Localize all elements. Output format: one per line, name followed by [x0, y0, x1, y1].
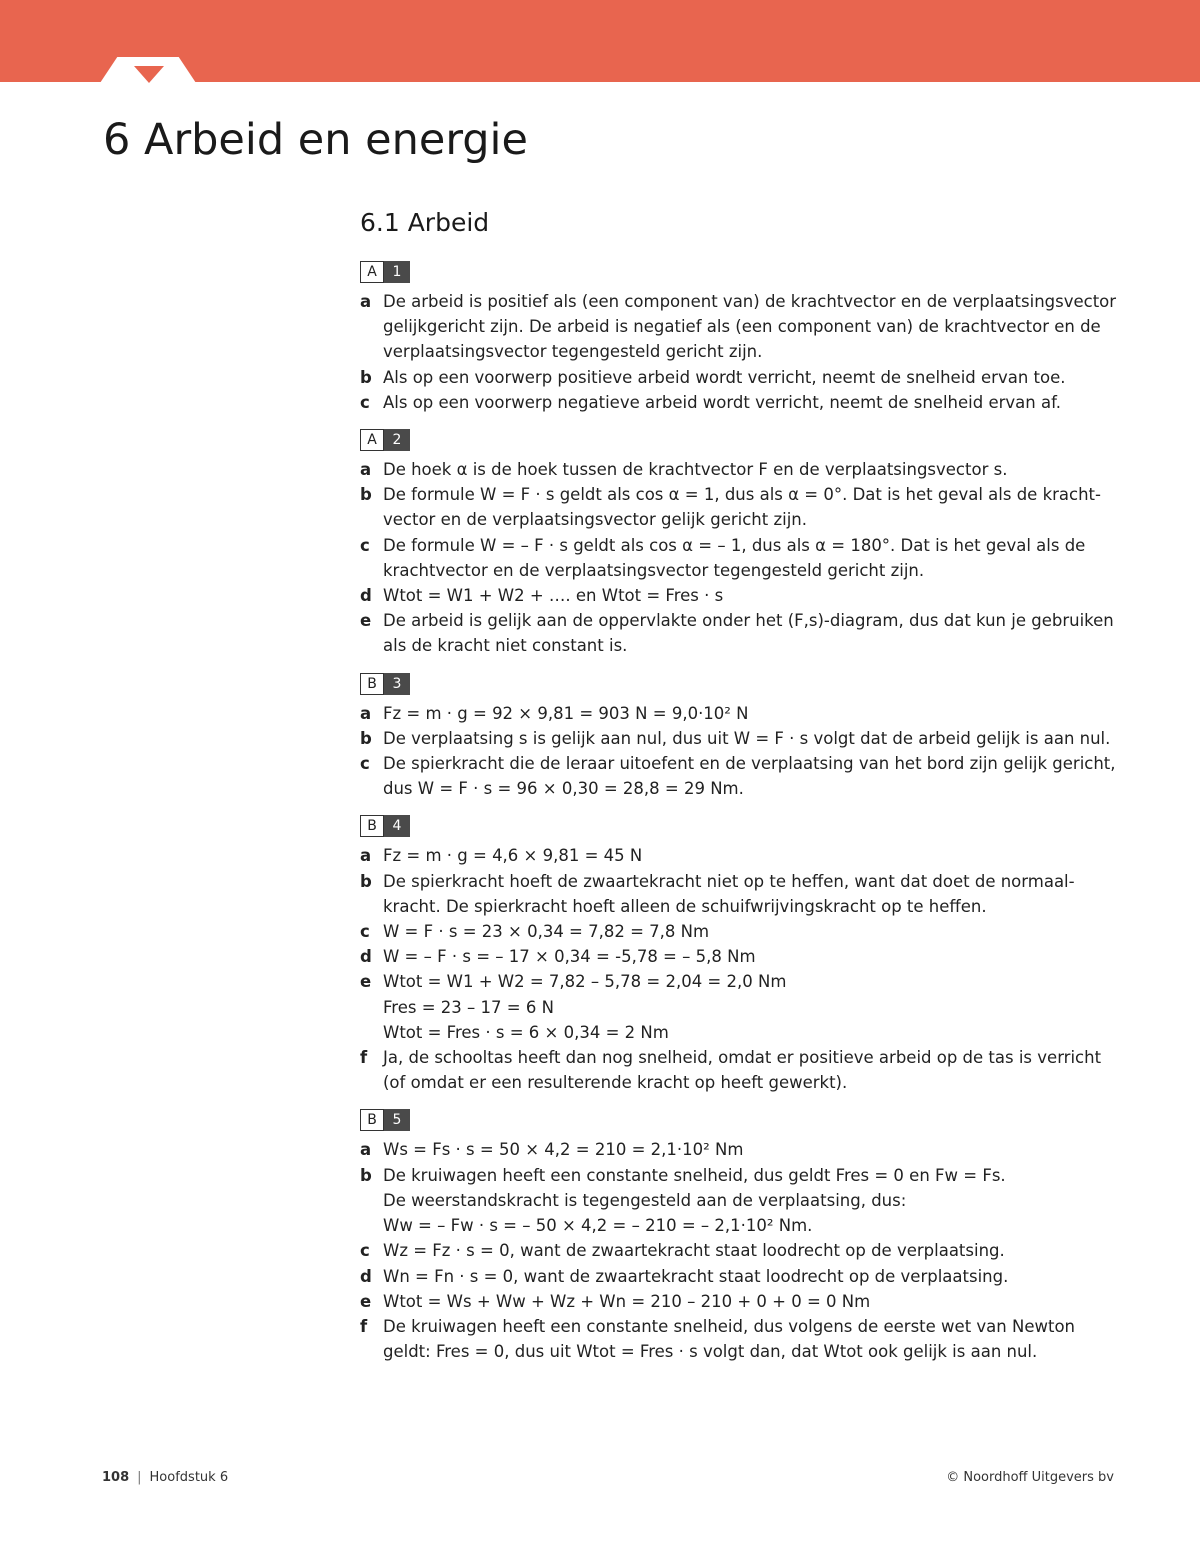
answer-line — [360, 843, 1100, 868]
answer-label: c — [360, 922, 370, 942]
answers-content — [360, 205, 1117, 1364]
answer-line — [360, 995, 1100, 1020]
answer-line — [360, 726, 1111, 751]
answer-line — [360, 1238, 1100, 1263]
answer-label: d — [360, 586, 372, 606]
answer-text: Wtot = Ws + Ww + Wz + Wn = 210 – 210 + 0 + 0 = 0 Nm — [383, 1291, 871, 1311]
answer-line — [360, 944, 1100, 969]
answer-label: b — [360, 728, 372, 748]
exercise-badge — [360, 815, 410, 837]
answer-line — [360, 1339, 1100, 1364]
page-footer-left — [102, 1470, 228, 1485]
answer-line — [360, 1264, 1100, 1289]
answer-text: De spierkracht die de leraar uitoefent en de verplaatsing van het bord zijn gelijk gericht, — [383, 754, 1116, 774]
answer-line — [360, 533, 1100, 558]
answer-text: Wtot = W1 + W2 = 7,82 – 5,78 = 2,04 = 2,0 Nm — [383, 972, 787, 992]
answer-label: d — [360, 947, 372, 967]
answer-label: e — [360, 611, 372, 631]
answer-text: als de kracht niet constant is. — [383, 636, 628, 656]
answer-line — [360, 751, 1116, 776]
answer-label: f — [360, 1048, 368, 1068]
exercise-number: 1 — [384, 261, 410, 283]
chapter-title: 6 Arbeid en energie — [103, 115, 528, 165]
answer-line — [360, 507, 1100, 532]
answer-label: b — [360, 871, 372, 891]
answer-text: De arbeid is gelijk aan de oppervlakte onder het (F,s)-diagram, dus dat kun je gebruiken — [383, 611, 1114, 631]
answer-label: a — [360, 292, 372, 311]
answer-line — [360, 701, 1100, 726]
answer-label: e — [360, 1291, 372, 1311]
answer-line — [360, 894, 1100, 919]
exercise-badge — [360, 673, 410, 695]
answer-text: De formule W = F · s geldt als cos α = 1, dus als α = 0°. Dat is het geval als de kracht- — [383, 485, 1101, 505]
answer-text: Ws = Fs · s = 50 × 4,2 = 210 = 2,1·10² Nm — [383, 1140, 744, 1160]
footer-separator: | — [137, 1470, 142, 1485]
answer-label: b — [360, 1165, 372, 1185]
answer-text: Fz = m · g = 4,6 × 9,81 = 45 N — [383, 846, 643, 866]
answer-line — [360, 1137, 1100, 1162]
exercise-block — [360, 815, 1100, 1095]
answer-text: De kruiwagen heeft een constante snelheid, dus geldt Fres = 0 en Fw = Fs. — [383, 1165, 1006, 1185]
answer-label: a — [360, 460, 372, 480]
answer-text: Wn = Fn · s = 0, want de zwaartekracht staat loodrecht op de verplaatsing. — [383, 1266, 1009, 1286]
exercise-number: 5 — [384, 1109, 410, 1131]
answer-line — [360, 919, 1100, 944]
answer-text: Als op een voorwerp negatieve arbeid wordt verricht, neemt de snelheid ervan af. — [383, 392, 1061, 412]
answer-line — [360, 1213, 1100, 1238]
exercise-block — [360, 429, 1114, 659]
exercise-level: A — [360, 261, 384, 283]
exercise-number: 3 — [384, 673, 410, 695]
answer-line — [360, 482, 1100, 507]
answer-text: Wz = Fz · s = 0, want de zwaartekracht staat loodrecht op de verplaatsing. — [383, 1241, 1005, 1261]
answer-label: d — [360, 1266, 372, 1286]
answer-label: c — [360, 535, 370, 555]
exercise-number: 4 — [384, 815, 410, 837]
section-title: 6.1 Arbeid — [360, 208, 490, 237]
answer-text: krachtvector en de verplaatsingsvector tegengesteld gericht zijn. — [383, 560, 925, 580]
exercise-badge — [360, 429, 410, 451]
answer-line — [360, 365, 1100, 390]
answer-text: Fres = 23 – 17 = 6 N — [383, 997, 554, 1017]
answer-line — [360, 1163, 1100, 1188]
answer-text: De hoek α is de hoek tussen de krachtvector F en de verplaatsingsvector s. — [383, 460, 1008, 480]
answer-text: W = – F · s = – 17 × 0,34 = -5,78 = – 5,8 Nm — [383, 947, 756, 967]
answer-text: verplaatsingsvector tegengesteld gericht zijn. — [383, 342, 763, 362]
answer-text: Ww = – Fw · s = – 50 × 4,2 = – 210 = – 2,1·10² Nm. — [383, 1216, 813, 1236]
footer-chapter: Hoofdstuk 6 — [149, 1470, 229, 1485]
exercise-level: B — [360, 673, 384, 695]
answer-label: e — [360, 972, 372, 992]
answer-line — [360, 633, 1100, 658]
answer-label: c — [360, 1241, 370, 1261]
answer-line — [360, 1070, 1100, 1095]
answer-line — [360, 558, 1100, 583]
answer-label: a — [360, 1140, 372, 1160]
answer-line — [360, 314, 1100, 339]
answer-line — [360, 1314, 1100, 1339]
answer-line — [360, 776, 1100, 801]
answer-line — [360, 390, 1100, 415]
answer-text: Fz = m · g = 92 × 9,81 = 903 N = 9,0·10² N — [383, 703, 749, 723]
answer-text: De arbeid is positief als (een component van) de krachtvector en de verplaatsingsvector — [383, 292, 1117, 311]
footer-publisher: © Noordhoff Uitgevers bv — [946, 1470, 1114, 1485]
exercise-level: A — [360, 429, 384, 451]
answer-text: De weerstandskracht is tegengesteld aan de verplaatsing, dus: — [383, 1190, 907, 1210]
page-number: 108 — [102, 1470, 130, 1485]
answer-line — [360, 583, 1100, 608]
answer-text: dus W = F · s = 96 × 0,30 = 28,8 = 29 Nm. — [383, 779, 744, 799]
exercise-number: 2 — [384, 429, 410, 451]
answer-label: b — [360, 485, 372, 505]
answer-text: vector en de verplaatsingsvector gelijk gericht zijn. — [383, 510, 807, 530]
answer-line — [360, 608, 1114, 633]
triangle-marker-icon — [134, 66, 164, 83]
answer-label: c — [360, 754, 370, 774]
answer-line — [360, 1045, 1100, 1070]
answer-line — [360, 1020, 1100, 1045]
answer-text: geldt: Fres = 0, dus uit Wtot = Fres · s volgt dan, dat Wtot ook gelijk is aan nul. — [383, 1342, 1038, 1362]
answer-label: a — [360, 846, 372, 866]
exercise-level: B — [360, 815, 384, 837]
answer-text: De spierkracht hoeft de zwaartekracht niet op te heffen, want dat doet de normaal- — [383, 871, 1075, 891]
answer-text: (of omdat er een resulterende kracht op heeft gewerkt). — [383, 1073, 848, 1093]
exercise-list — [360, 261, 1117, 1364]
answer-line — [360, 869, 1100, 894]
answer-text: kracht. De spierkracht hoeft alleen de schuifwrijvingskracht op te heffen. — [383, 896, 987, 916]
answer-label: c — [360, 392, 370, 412]
answer-label: f — [360, 1316, 368, 1336]
answer-text: W = F · s = 23 × 0,34 = 7,82 = 7,8 Nm — [383, 922, 710, 942]
answer-text: De formule W = – F · s geldt als cos α = – 1, dus als α = 180°. Dat is het geval als de — [383, 535, 1086, 555]
answer-label: a — [360, 703, 372, 723]
exercise-badge — [360, 261, 410, 283]
answer-text: Als op een voorwerp positieve arbeid wordt verricht, neemt de snelheid ervan toe. — [383, 367, 1066, 387]
answer-label: b — [360, 367, 372, 387]
exercise-level: B — [360, 1109, 384, 1131]
answer-text: Wtot = W1 + W2 + …. en Wtot = Fres · s — [383, 586, 724, 606]
answer-line — [360, 1289, 1100, 1314]
answer-text: Ja, de schooltas heeft dan nog snelheid, omdat er positieve arbeid op de tas is verricht — [383, 1048, 1102, 1068]
exercise-badge — [360, 1109, 410, 1131]
answer-text: De kruiwagen heeft een constante snelheid, dus volgens de eerste wet van Newton — [383, 1316, 1075, 1336]
exercise-block — [360, 673, 1116, 802]
exercise-block — [360, 1109, 1100, 1364]
answer-text: Wtot = Fres · s = 6 × 0,34 = 2 Nm — [383, 1022, 669, 1042]
answer-text: De verplaatsing s is gelijk aan nul, dus uit W = F · s volgt dat de arbeid gelijk is aan nul. — [383, 728, 1111, 748]
answer-line — [360, 1188, 1100, 1213]
answer-line — [360, 289, 1117, 314]
answer-line — [360, 969, 1100, 994]
answer-text: gelijkgericht zijn. De arbeid is negatief als (een component van) de krachtvector en de — [383, 317, 1101, 337]
exercise-block — [360, 261, 1117, 415]
answer-line — [360, 339, 1100, 364]
answer-line — [360, 457, 1100, 482]
